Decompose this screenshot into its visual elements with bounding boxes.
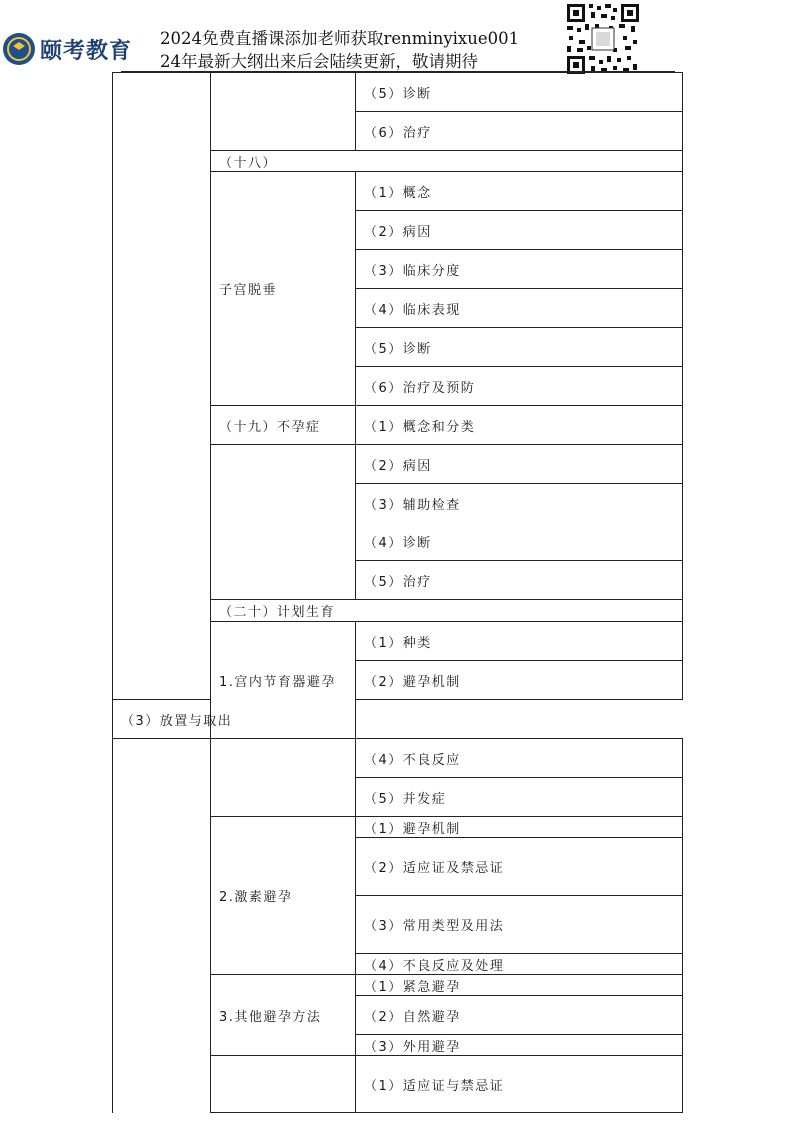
header-line-2: 24年最新大纲出来后会陆续更新，敬请期待	[160, 52, 478, 71]
item-cell: （5）并发症	[356, 778, 683, 817]
item-cell: （1）概念	[356, 172, 683, 211]
item-cell: （1）紧急避孕	[356, 975, 683, 996]
item-cell: （3）辅助检查	[356, 484, 683, 523]
brand-logo	[3, 33, 132, 65]
item-cell: （3）常用类型及用法	[356, 896, 683, 954]
item-cell: （5）诊断	[356, 73, 683, 112]
item-cell: （2）适应证及禁忌证	[356, 838, 683, 896]
subject-cell	[211, 73, 356, 151]
item-cell: （6）治疗	[356, 112, 683, 151]
section-heading: （十八）	[211, 151, 683, 172]
item-cell: （1）种类	[356, 622, 683, 661]
category-cell	[113, 739, 211, 1113]
logo-text: 颐考教育	[40, 38, 133, 64]
subject-cell: 1.宫内节育器避孕	[211, 622, 356, 739]
qr-code-icon	[565, 2, 641, 76]
item-cell: （3）放置与取出	[113, 700, 211, 739]
item-cell: （5）诊断	[356, 328, 683, 367]
page-header	[0, 0, 794, 76]
item-cell: （4）诊断	[356, 523, 683, 561]
header-line-1: 2024免费直播课添加老师获取renminyixue001	[160, 29, 520, 48]
item-cell: （4）不良反应及处理	[356, 954, 683, 975]
logo-emblem-icon	[3, 33, 35, 65]
item-cell: （2）自然避孕	[356, 996, 683, 1035]
item-cell: （2）病因	[356, 445, 683, 484]
item-cell: （1）概念和分类	[356, 406, 683, 445]
section-heading: （二十）计划生育	[211, 600, 683, 622]
item-cell: （3）临床分度	[356, 250, 683, 289]
subject-cell	[211, 445, 356, 600]
subject-cell: （十九）不孕症	[211, 406, 356, 445]
item-cell: （1）避孕机制	[356, 817, 683, 838]
item-cell: （6）治疗及预防	[356, 367, 683, 406]
subject-cell: 3.其他避孕方法	[211, 975, 356, 1056]
item-cell: （1）适应证与禁忌证	[356, 1056, 683, 1113]
subject-cell	[211, 739, 356, 817]
subject-cell: 子宫脱垂	[211, 172, 356, 406]
item-cell: （5）治疗	[356, 561, 683, 600]
item-cell: （4）临床表现	[356, 289, 683, 328]
table-row	[113, 700, 683, 739]
item-cell: （3）外用避孕	[356, 1035, 683, 1056]
table-row	[113, 739, 683, 778]
item-cell: （2）病因	[356, 211, 683, 250]
item-cell: （4）不良反应	[356, 739, 683, 778]
subject-cell: 2.激素避孕	[211, 817, 356, 975]
table-row	[113, 73, 683, 112]
item-cell: （2）避孕机制	[356, 661, 683, 700]
subject-cell	[211, 1056, 356, 1113]
syllabus-table	[112, 72, 683, 1113]
category-cell	[113, 73, 211, 700]
